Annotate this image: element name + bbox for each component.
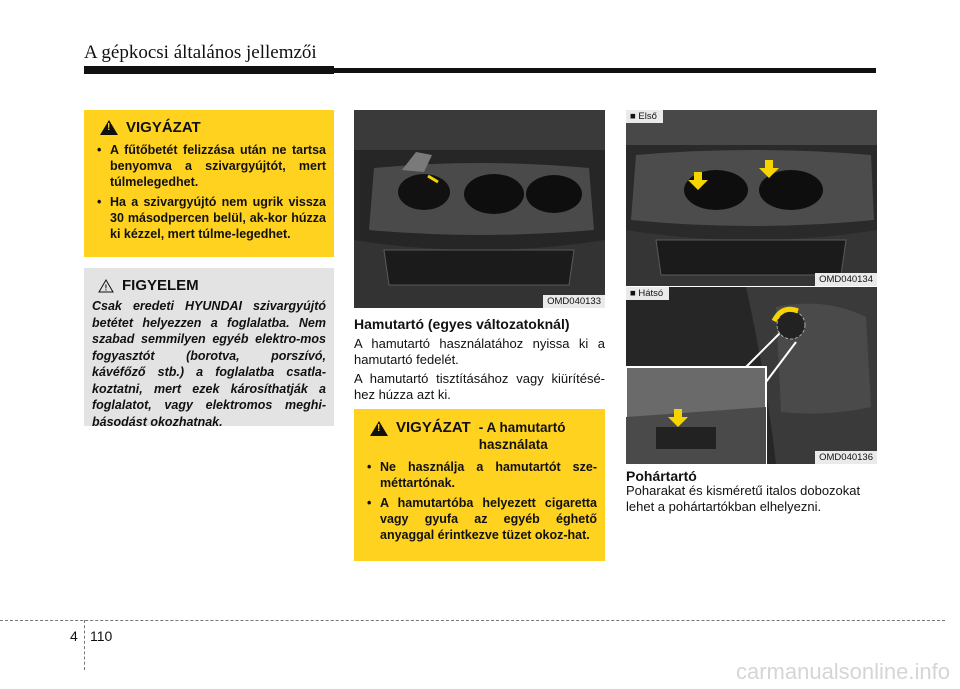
caution-title-text: FIGYELEM	[122, 277, 199, 294]
ashtray-photo	[354, 110, 605, 308]
warning-box-lighter	[84, 110, 334, 257]
photo-code: OMD040134	[815, 273, 877, 286]
warning-item: • Ha a szivargyújtó nem ugrik vissza 30 másodpercen belül, ak-kor húzza ki kézzel, mert túlme-legedhet.	[94, 194, 326, 242]
ashtray-illustration	[354, 110, 605, 308]
section-number: 4	[70, 628, 78, 644]
warning-triangle-icon	[370, 421, 388, 436]
ashtray-paragraph: A hamutartó tisztításához vagy kiürítésé-hez húzza azt ki.	[354, 371, 605, 402]
photo-code: OMD040136	[815, 451, 877, 464]
warning-triangle-icon	[100, 120, 118, 135]
warning-title	[94, 119, 326, 136]
warning-title	[364, 419, 597, 453]
warning-item: • A fűtőbetét felizzása után ne tartsa benyomva a szivargyújtót, mert túlmelegedhet.	[94, 142, 326, 190]
page-number: 110	[90, 628, 113, 644]
warning-title-text: VIGYÁZAT	[396, 419, 471, 436]
cupholder-heading: Pohártartó	[626, 468, 697, 484]
warning-box-ashtray	[354, 409, 605, 561]
caution-text: Csak eredeti HYUNDAI szivargyújtó betétet helyezzen a foglalatba. Nem szabad semmilyen egyéb elektro-mos fogyasztót (borotva, porszívó, kávéfőző stb.) a foglalatba csatla-koztatni, mert ezek károsíthatják a foglalatot, vagy elektromos meghi-básodást okozhatnak.	[92, 299, 326, 429]
header-rule-accent	[84, 66, 334, 74]
warning-title-text: VIGYÁZAT	[126, 119, 201, 136]
footer-rule	[0, 620, 945, 621]
svg-text:!: !	[104, 283, 108, 292]
watermark: carmanualsonline.info	[735, 659, 950, 684]
warning-item: • Ne használja a hamutartót sze-méttartónak.	[364, 459, 597, 491]
warning-title-suffix: - A hamutartó használata	[478, 420, 566, 452]
warning-item: • A hamutartóba helyezett cigaretta vagy gyufa az egyéb éghető anyaggal érintkezve tüzet okoz-hat.	[364, 495, 597, 543]
ashtray-heading: Hamutartó (egyes változatoknál)	[354, 316, 570, 332]
photo-code: OMD040133	[543, 295, 605, 308]
cupholder-rear-illustration	[626, 287, 877, 464]
ashtray-paragraph: A hamutartó használatához nyissa ki a hamutartó fedelét.	[354, 336, 605, 367]
caution-box	[84, 268, 334, 429]
caution-triangle-icon	[98, 279, 114, 293]
photo-tag: ■ Hátsó	[626, 287, 669, 300]
cupholder-rear-photo	[626, 287, 877, 464]
cupholder-text: Poharakat és kisméretű italos dobozokat lehet a pohártartókban elhelyezni.	[626, 483, 861, 514]
cupholder-front-illustration	[626, 110, 877, 286]
cupholder-front-photo	[626, 110, 877, 286]
footer-divider	[84, 620, 85, 670]
photo-tag: ■ Első	[626, 110, 663, 123]
caution-title	[92, 277, 326, 294]
page-header-title: A gépkocsi általános jellemzői	[84, 42, 317, 63]
